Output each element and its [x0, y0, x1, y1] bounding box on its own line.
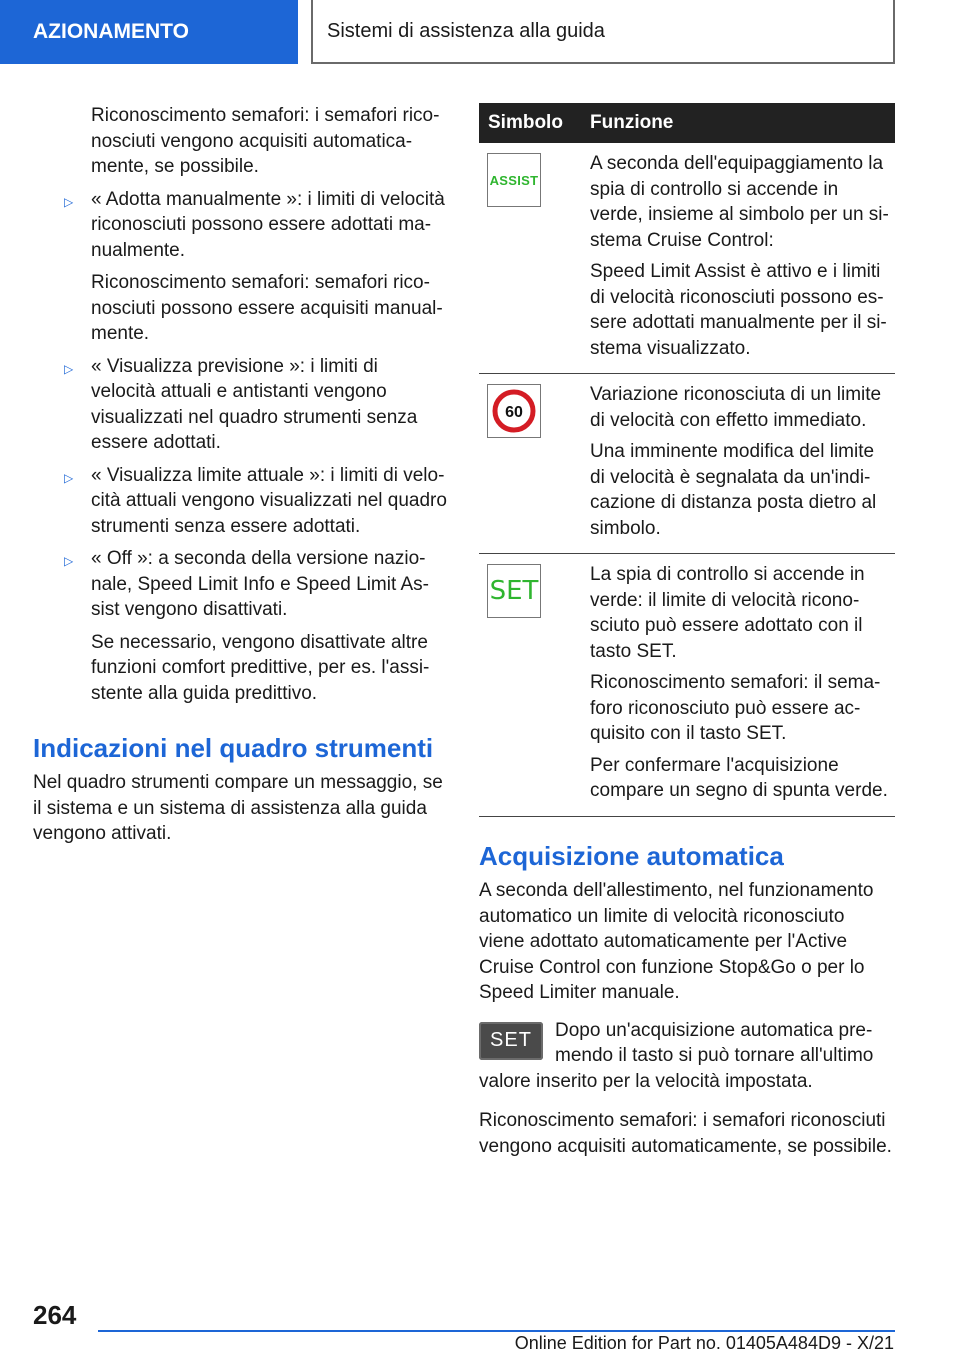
bullet-item — [33, 354, 447, 456]
triangle-bullet-icon: ▷ — [64, 194, 74, 209]
cell-text: A seconda dell'equipaggiamento la spia di controllo si accende in verde, insieme al simbolo per un si-stema Cruise Control: — [590, 153, 889, 251]
triangle-bullet-icon: ▷ — [64, 470, 74, 485]
footer-divider — [98, 1330, 895, 1332]
bullet-text: « Visualizza previsione »: i limiti di velocità attuali e antistanti vengono visualizzati nel quadro strumenti senza essere adottati. — [91, 355, 418, 453]
symbol-table — [479, 103, 895, 817]
right-column-lower — [479, 840, 895, 1166]
bullet-text: « Off »: a seconda della versione nazio-nale, Speed Limit Info e Speed Limit As-sist vengono disattivati. — [91, 548, 429, 620]
triangle-bullet-icon: ▷ — [64, 554, 74, 568]
speed-limit-sign-icon — [487, 384, 541, 438]
table-row — [479, 374, 895, 554]
set-button-icon: SET — [479, 1022, 543, 1060]
triangle-bullet-icon: ▷ — [64, 361, 74, 376]
section-tab — [0, 0, 298, 64]
assist-icon: ASSIST — [487, 153, 541, 207]
bullet-subparagraph: Riconoscimento semafori: semafori rico-nosciuti possono essere acquisiti manual-mente. — [91, 272, 443, 344]
left-column — [33, 103, 447, 854]
paragraph-body: Riconoscimento semafori: i semafori riconosciuti vengono acquisiti automaticamente, se possibile. — [479, 1110, 892, 1157]
footer-edition: Online Edition for Part no. 01405A484D9 - X/21 — [514, 1333, 894, 1353]
page-number: 264 — [33, 1300, 77, 1330]
column-header-function: Funzione — [590, 112, 674, 133]
section-heading: Acquisizione automatica — [479, 841, 784, 871]
paragraph-intro: Riconoscimento semafori: i semafori rico-nosciuti vengono acquisiti automatica-mente, se possibile. — [91, 105, 440, 177]
table-row — [479, 143, 895, 374]
cell-text: Per confermare l'acquisizione compare un segno di spunta verde. — [590, 754, 888, 801]
cell-text: Speed Limit Assist è attivo e i limiti di velocità riconosciuti possono es-sere adottati manualmente per il si-stema visualizzato. — [590, 261, 887, 359]
set-indicator-icon: SET — [487, 564, 541, 618]
column-header-symbol: Simbolo — [488, 112, 563, 133]
cell-text: Una imminente modifica del limite di velocità è segnalata da un'indi-cazione di distanza posta dietro al simbolo. — [590, 441, 877, 539]
table-header — [479, 103, 895, 143]
svg-text:60: 60 — [505, 404, 523, 421]
paragraph-body: Nel quadro strumenti compare un messaggio, se il sistema e un sistema di assistenza alla guida vengono attivati. — [33, 772, 443, 844]
bullet-text: « Adotta manualmente »: i limiti di velocità riconosciuti possono essere adottati ma-nualmente. — [91, 188, 445, 261]
paragraph-body: Dopo un'acquisizione automatica pre-mendo il tasto si può tornare all'ultimo valore inserito per la velocità impostata. — [479, 1019, 874, 1092]
section-heading: Indicazioni nel quadro strumenti — [33, 733, 434, 763]
cell-text: Variazione riconosciuta di un limite di velocità con effetto immediato. — [590, 384, 882, 431]
cell-text: La spia di controllo si accende in verde: il limite di velocità ricono-sciuto può essere adottato con il tasto SET. — [590, 564, 865, 662]
paragraph-body: A seconda dell'allestimento, nel funzionamento automatico un limite di velocità riconosciuto viene adottato automaticamente per l'Active Cruise Control con funzione Stop&Go o per lo Speed Limiter manuale. — [479, 880, 874, 1003]
table-row — [479, 554, 895, 817]
chapter-title: Sistemi di assistenza alla guida — [327, 19, 605, 42]
bullet-item — [33, 463, 447, 540]
bullet-subparagraph: Se necessario, vengono disattivate altre funzioni comfort predittive, per es. l'assi-stente alla guida predittivo. — [91, 631, 430, 704]
chapter-header — [311, 0, 895, 64]
bullet-item — [33, 546, 447, 623]
bullet-text: « Visualizza limite attuale »: i limiti di velo-cità attuali vengono visualizzati nel quadro strumenti senza essere adottati. — [91, 464, 447, 537]
bullet-item — [33, 187, 447, 264]
section-title: AZIONAMENTO — [33, 20, 189, 43]
cell-text: Riconoscimento semafori: il sema-foro riconosciuto può essere ac-quisito con il tasto SET. — [590, 672, 881, 744]
